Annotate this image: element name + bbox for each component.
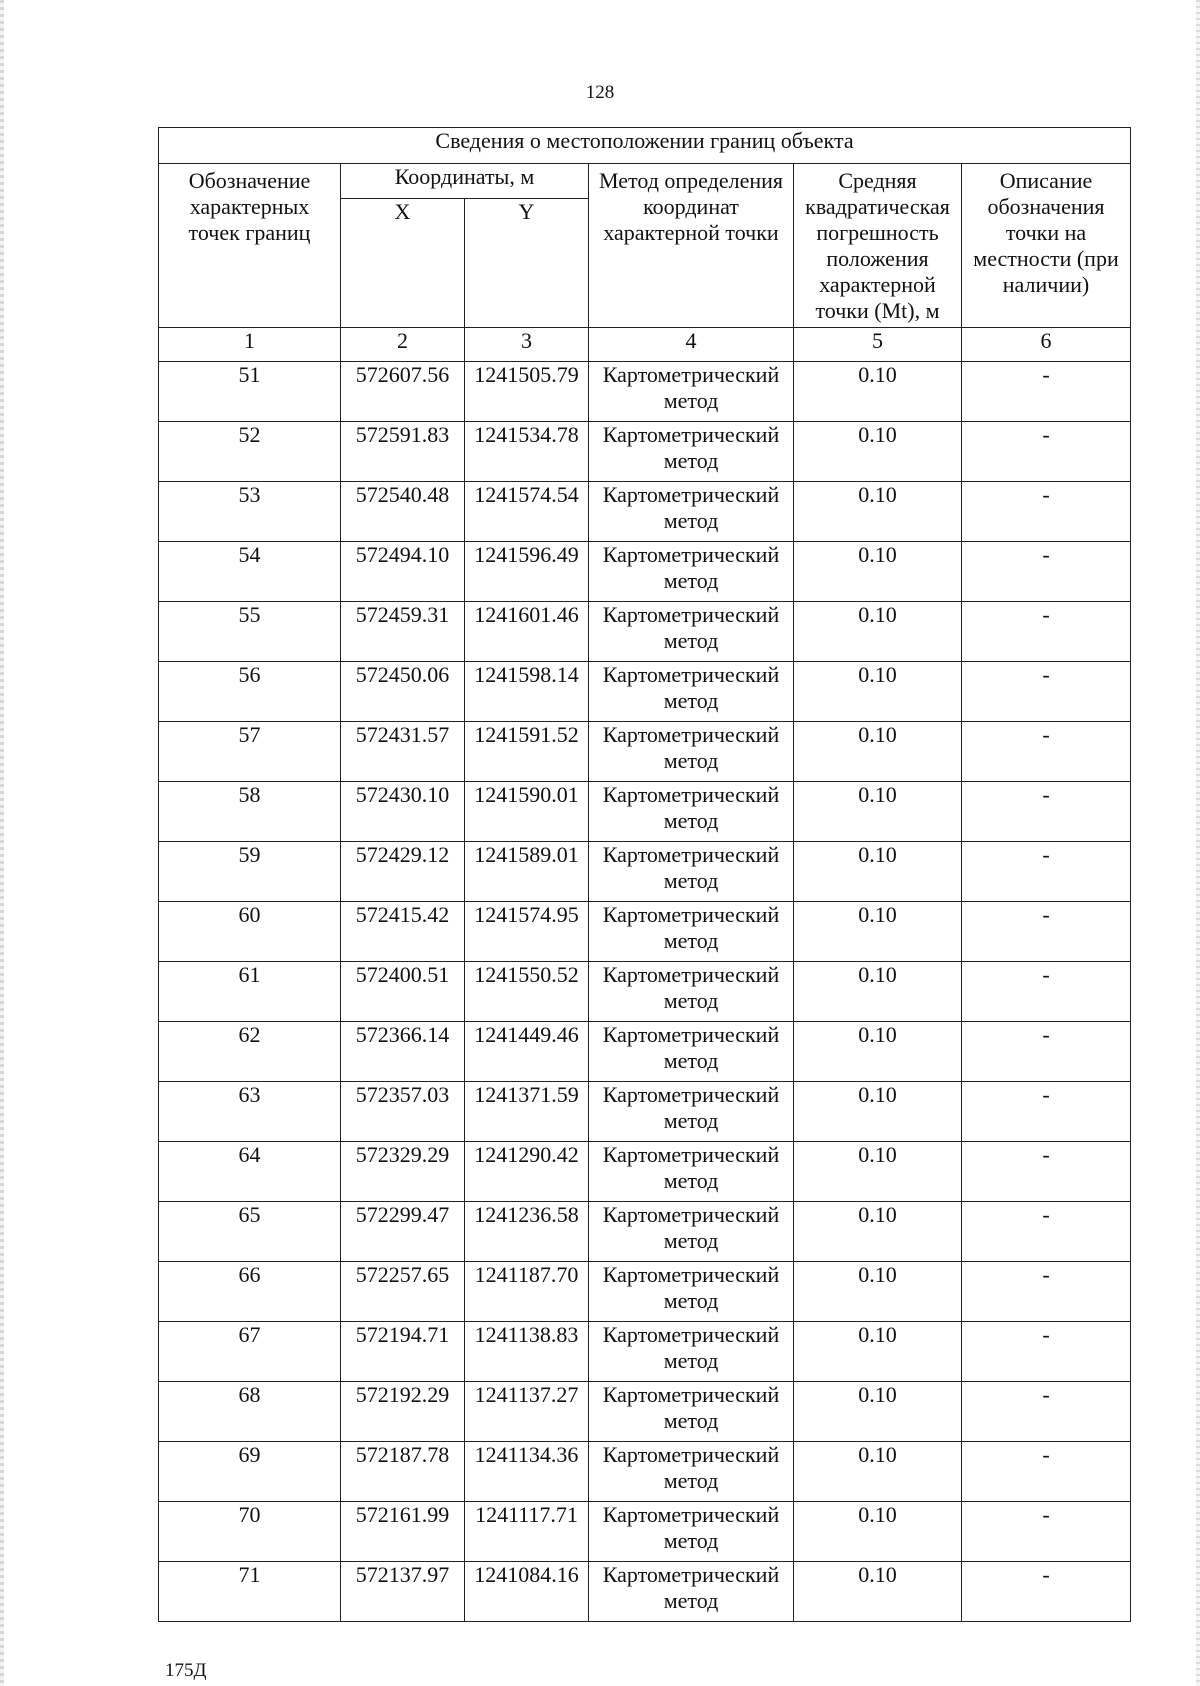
- error-cell: 0.10: [794, 1442, 962, 1502]
- point-number-cell: 64: [159, 1142, 341, 1202]
- description-cell: -: [962, 1202, 1131, 1262]
- y-coordinate-cell: 1241601.46: [465, 602, 589, 662]
- method-cell: Картометрический метод: [589, 1022, 794, 1082]
- point-number-cell: 53: [159, 482, 341, 542]
- method-cell: Картометрический метод: [589, 722, 794, 782]
- header-row-1: [159, 164, 1131, 199]
- description-cell: -: [962, 422, 1131, 482]
- description-cell: -: [962, 1022, 1131, 1082]
- y-coordinate-cell: 1241449.46: [465, 1022, 589, 1082]
- point-number-cell: 56: [159, 662, 341, 722]
- column-number: 3: [465, 328, 589, 362]
- header-error: Средняя квадратическая погрешность положения характерной точки (Mt), м: [794, 164, 962, 328]
- header-description: Описание обозначения точки на местности (при наличии): [962, 164, 1131, 328]
- table-row: [159, 722, 1131, 782]
- error-cell: 0.10: [794, 1322, 962, 1382]
- description-cell: -: [962, 602, 1131, 662]
- method-cell: Картометрический метод: [589, 782, 794, 842]
- header-x: X: [341, 199, 465, 328]
- method-cell: Картометрический метод: [589, 1502, 794, 1562]
- scan-edge-right: [1196, 0, 1200, 1686]
- description-cell: -: [962, 362, 1131, 422]
- method-cell: Картометрический метод: [589, 362, 794, 422]
- x-coordinate-cell: 572357.03: [341, 1082, 465, 1142]
- table-row: [159, 1562, 1131, 1622]
- description-cell: -: [962, 1442, 1131, 1502]
- error-cell: 0.10: [794, 1022, 962, 1082]
- point-number-cell: 52: [159, 422, 341, 482]
- x-coordinate-cell: 572329.29: [341, 1142, 465, 1202]
- y-coordinate-cell: 1241590.01: [465, 782, 589, 842]
- table-row: [159, 1442, 1131, 1502]
- y-coordinate-cell: 1241187.70: [465, 1262, 589, 1322]
- x-coordinate-cell: 572591.83: [341, 422, 465, 482]
- y-coordinate-cell: 1241534.78: [465, 422, 589, 482]
- x-coordinate-cell: 572607.56: [341, 362, 465, 422]
- table-row: [159, 1382, 1131, 1442]
- description-cell: -: [962, 662, 1131, 722]
- point-number-cell: 51: [159, 362, 341, 422]
- column-number: 4: [589, 328, 794, 362]
- method-cell: Картометрический метод: [589, 842, 794, 902]
- column-numbers-row: [159, 328, 1131, 362]
- method-cell: Картометрический метод: [589, 542, 794, 602]
- y-coordinate-cell: 1241236.58: [465, 1202, 589, 1262]
- boundary-coordinates-table: [158, 127, 1131, 1622]
- point-number-cell: 65: [159, 1202, 341, 1262]
- x-coordinate-cell: 572459.31: [341, 602, 465, 662]
- table-row: [159, 1082, 1131, 1142]
- y-coordinate-cell: 1241574.54: [465, 482, 589, 542]
- description-cell: -: [962, 902, 1131, 962]
- description-cell: -: [962, 1382, 1131, 1442]
- y-coordinate-cell: 1241290.42: [465, 1142, 589, 1202]
- error-cell: 0.10: [794, 842, 962, 902]
- table-row: [159, 1202, 1131, 1262]
- table-title-row: [159, 128, 1131, 164]
- table-row: [159, 362, 1131, 422]
- x-coordinate-cell: 572161.99: [341, 1502, 465, 1562]
- x-coordinate-cell: 572415.42: [341, 902, 465, 962]
- x-coordinate-cell: 572187.78: [341, 1442, 465, 1502]
- scan-edge-left: [0, 0, 4, 1686]
- y-coordinate-cell: 1241084.16: [465, 1562, 589, 1622]
- y-coordinate-cell: 1241596.49: [465, 542, 589, 602]
- column-number: 1: [159, 328, 341, 362]
- description-cell: -: [962, 542, 1131, 602]
- table-row: [159, 662, 1131, 722]
- error-cell: 0.10: [794, 422, 962, 482]
- error-cell: 0.10: [794, 1382, 962, 1442]
- table-row: [159, 1262, 1131, 1322]
- error-cell: 0.10: [794, 962, 962, 1022]
- table-row: [159, 1022, 1131, 1082]
- method-cell: Картометрический метод: [589, 602, 794, 662]
- description-cell: -: [962, 1322, 1131, 1382]
- error-cell: 0.10: [794, 722, 962, 782]
- x-coordinate-cell: 572194.71: [341, 1322, 465, 1382]
- description-cell: -: [962, 1562, 1131, 1622]
- error-cell: 0.10: [794, 902, 962, 962]
- header-point: Обозначение характерных точек границ: [159, 164, 341, 328]
- point-number-cell: 68: [159, 1382, 341, 1442]
- method-cell: Картометрический метод: [589, 902, 794, 962]
- table-row: [159, 842, 1131, 902]
- point-number-cell: 61: [159, 962, 341, 1022]
- method-cell: Картометрический метод: [589, 1082, 794, 1142]
- point-number-cell: 71: [159, 1562, 341, 1622]
- x-coordinate-cell: 572299.47: [341, 1202, 465, 1262]
- method-cell: Картометрический метод: [589, 962, 794, 1022]
- table-row: [159, 782, 1131, 842]
- error-cell: 0.10: [794, 602, 962, 662]
- method-cell: Картометрический метод: [589, 422, 794, 482]
- method-cell: Картометрический метод: [589, 1142, 794, 1202]
- y-coordinate-cell: 1241550.52: [465, 962, 589, 1022]
- page-number: 128: [585, 82, 615, 103]
- error-cell: 0.10: [794, 1142, 962, 1202]
- description-cell: -: [962, 1502, 1131, 1562]
- table-row: [159, 1322, 1131, 1382]
- column-number: 5: [794, 328, 962, 362]
- x-coordinate-cell: 572366.14: [341, 1022, 465, 1082]
- y-coordinate-cell: 1241134.36: [465, 1442, 589, 1502]
- header-coordinates: Координаты, м: [341, 164, 589, 199]
- point-number-cell: 60: [159, 902, 341, 962]
- y-coordinate-cell: 1241138.83: [465, 1322, 589, 1382]
- point-number-cell: 58: [159, 782, 341, 842]
- method-cell: Картометрический метод: [589, 1262, 794, 1322]
- y-coordinate-cell: 1241598.14: [465, 662, 589, 722]
- error-cell: 0.10: [794, 542, 962, 602]
- y-coordinate-cell: 1241591.52: [465, 722, 589, 782]
- column-number: 2: [341, 328, 465, 362]
- table-row: [159, 422, 1131, 482]
- point-number-cell: 57: [159, 722, 341, 782]
- header-method: Метод определения координат характерной точки: [589, 164, 794, 328]
- method-cell: Картометрический метод: [589, 1562, 794, 1622]
- x-coordinate-cell: 572257.65: [341, 1262, 465, 1322]
- error-cell: 0.10: [794, 782, 962, 842]
- x-coordinate-cell: 572137.97: [341, 1562, 465, 1622]
- error-cell: 0.10: [794, 1202, 962, 1262]
- description-cell: -: [962, 1142, 1131, 1202]
- y-coordinate-cell: 1241589.01: [465, 842, 589, 902]
- error-cell: 0.10: [794, 362, 962, 422]
- x-coordinate-cell: 572540.48: [341, 482, 465, 542]
- error-cell: 0.10: [794, 1562, 962, 1622]
- point-number-cell: 59: [159, 842, 341, 902]
- point-number-cell: 66: [159, 1262, 341, 1322]
- header-y: Y: [465, 199, 589, 328]
- document-footer-code: 175Д: [165, 1660, 207, 1681]
- y-coordinate-cell: 1241117.71: [465, 1502, 589, 1562]
- point-number-cell: 69: [159, 1442, 341, 1502]
- y-coordinate-cell: 1241137.27: [465, 1382, 589, 1442]
- error-cell: 0.10: [794, 662, 962, 722]
- error-cell: 0.10: [794, 1262, 962, 1322]
- x-coordinate-cell: 572431.57: [341, 722, 465, 782]
- point-number-cell: 55: [159, 602, 341, 662]
- point-number-cell: 62: [159, 1022, 341, 1082]
- description-cell: -: [962, 1262, 1131, 1322]
- x-coordinate-cell: 572429.12: [341, 842, 465, 902]
- error-cell: 0.10: [794, 1082, 962, 1142]
- table-row: [159, 902, 1131, 962]
- point-number-cell: 67: [159, 1322, 341, 1382]
- point-number-cell: 70: [159, 1502, 341, 1562]
- method-cell: Картометрический метод: [589, 662, 794, 722]
- error-cell: 0.10: [794, 1502, 962, 1562]
- description-cell: -: [962, 1082, 1131, 1142]
- x-coordinate-cell: 572450.06: [341, 662, 465, 722]
- y-coordinate-cell: 1241505.79: [465, 362, 589, 422]
- description-cell: -: [962, 482, 1131, 542]
- description-cell: -: [962, 842, 1131, 902]
- method-cell: Картометрический метод: [589, 1382, 794, 1442]
- y-coordinate-cell: 1241371.59: [465, 1082, 589, 1142]
- description-cell: -: [962, 722, 1131, 782]
- x-coordinate-cell: 572400.51: [341, 962, 465, 1022]
- method-cell: Картометрический метод: [589, 1322, 794, 1382]
- point-number-cell: 63: [159, 1082, 341, 1142]
- x-coordinate-cell: 572192.29: [341, 1382, 465, 1442]
- method-cell: Картометрический метод: [589, 1442, 794, 1502]
- description-cell: -: [962, 962, 1131, 1022]
- y-coordinate-cell: 1241574.95: [465, 902, 589, 962]
- table-title: Сведения о местоположении границ объекта: [159, 128, 1131, 164]
- point-number-cell: 54: [159, 542, 341, 602]
- x-coordinate-cell: 572494.10: [341, 542, 465, 602]
- error-cell: 0.10: [794, 482, 962, 542]
- table-row: [159, 1142, 1131, 1202]
- table-row: [159, 1502, 1131, 1562]
- x-coordinate-cell: 572430.10: [341, 782, 465, 842]
- method-cell: Картометрический метод: [589, 482, 794, 542]
- column-number: 6: [962, 328, 1131, 362]
- table-row: [159, 962, 1131, 1022]
- table-row: [159, 602, 1131, 662]
- description-cell: -: [962, 782, 1131, 842]
- method-cell: Картометрический метод: [589, 1202, 794, 1262]
- table-row: [159, 482, 1131, 542]
- table-row: [159, 542, 1131, 602]
